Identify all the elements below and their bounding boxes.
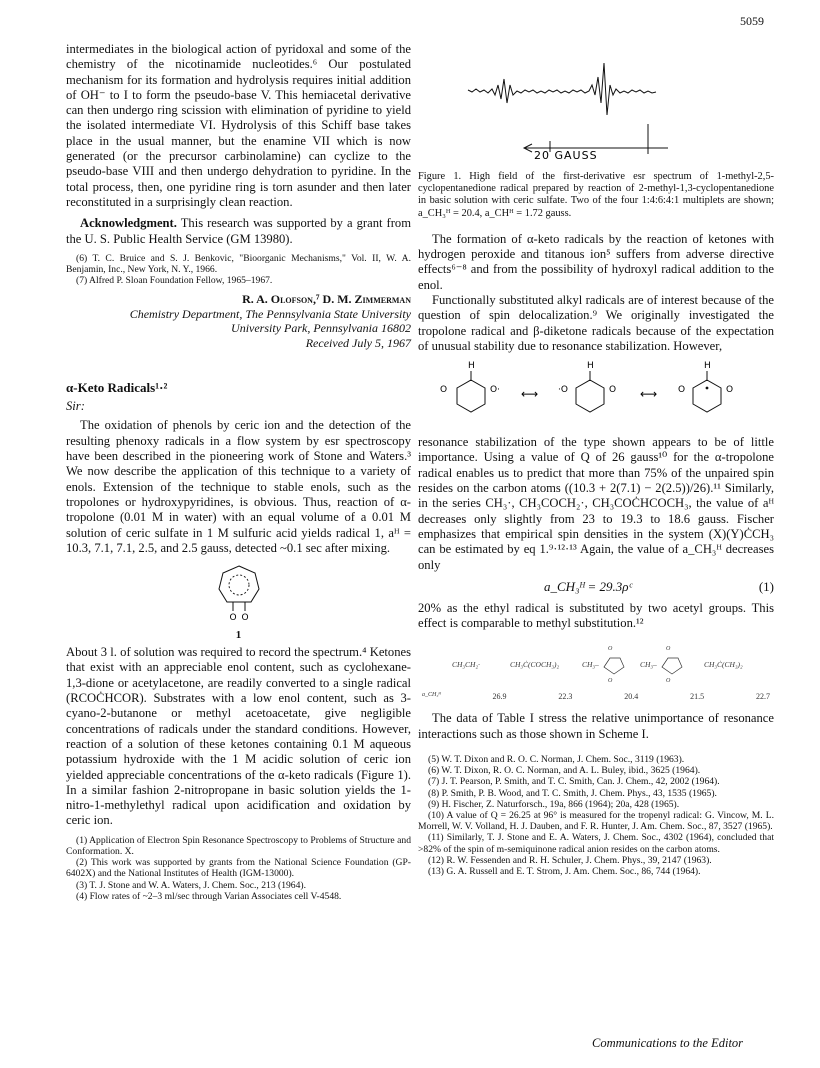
footnote-9: (9) H. Fischer, Z. Naturforsch., 19a, 866 (1964); 20a, 428 (1965). [428,798,680,810]
oxygen-label: O [240,613,249,624]
oxygen-radical-label: O· [490,385,500,396]
oxygen-radical-label: ·O [558,385,568,396]
paragraph-3: The formation of α-keto radicals by the reaction of ketones with hydrogen peroxide and titanous ion⁵ suffers from adverse directive effects⁶⁻⁸ and from the possibility of hydroxyl radical addition to the enol. [418,231,774,292]
resonance-arrow: ⟷ [521,387,539,402]
signature-names: R. A. Olofson,⁷ D. M. Zimmerman [242,292,411,307]
figure-caption: Figure 1. High field of the first-derivative esr spectrum of 1-methyl-2,5-cyclopentanedione radical prepared by reaction of 2-methyl-1,3-cyclopentanedione in basic solution with ceric sulfate. Two of the four 1:4:6:4:1 multiplets are shown; a_CH₃ᴴ = 20.4, a_CHᴴ = 1.72 gauss. [418,171,774,219]
page-number: 5059 [740,14,764,28]
table-header: CH₃CH₂· [452,660,480,670]
table-cell: 20.4 [624,692,639,702]
hydrogen-label: H [704,361,711,372]
paragraph-1: The oxidation of phenols by ceric ion and the detection of the resulting phenoxy radicals in a flow system by esr spectroscopy have been described in the pioneering work of Stone and Waters.³ We now describe the application of this technique to a variety of enols. Extension of the technique to stable enols, such as the tropolones or hydroxypyridines, is obvious. Thus, reaction of α-tropolone (0.01 M in water) with an equal volume of a 0.01 M solution of ceric sulfate in 1 M sulfuric acid yields radical 1, aᴴ = 10.3, 7.1, 7.1, 2.5, and 2.5 gauss, detected ~0.1 sec after mixing. [66,418,411,555]
oxygen-label: O [666,646,671,653]
table-header: CH₃Ċ(CH₃)₂ [704,660,743,670]
cyclopentanedione-ring-2 [662,658,682,674]
left-column [66,42,411,902]
table-row [418,692,774,701]
paragraph-7: The data of Table I stress the relative unimportance of resonance interactions such as those shown in Scheme I. [418,711,774,741]
footnote-6-right: (6) W. T. Dixon, R. O. C. Norman, and A. L. Buley, ibid., 3625 (1964). [428,765,701,777]
ack-label: Acknowledgment. [80,216,177,231]
esr-spectrum-figure [418,42,774,160]
table-header: CH₃– [640,660,657,670]
oxygen-label: O [666,678,671,684]
footnote-7: (7) Alfred P. Sloan Foundation Fellow, 1965–1967. [76,275,273,287]
footnote-8: (8) P. Smith, P. B. Wood, and T. C. Smith, J. Chem. Phys., 43, 1535 (1965). [428,787,717,799]
equation-body: a_CH₃ᴴ = 29.3ρᶜ [544,578,632,594]
footnote-10: (10) A value of Q = 26.25 at 96° is measured for the tropenyl radical: G. Vincow, M. L. Morrell, W. V. Volland, H. J. Dauben, and F. R. Hunter, J. Am. Chem. Soc., 87, 3527 (1965). [418,810,774,833]
compound-1-structure [66,562,411,641]
hydrogen-label: H [468,361,475,372]
continued-paragraph: intermediates in the biological action of pyridoxal and some of the chemistry of the nicotinamide nucleotides.⁶ Our postulated mechanism for its formation and hydrolysis requires initial addition of OH⁻ to I to form the pseudo-base V. This hemiacetal derivative can then undergo ring scission with elimination of pyridine to yield the isolated intermediate VI. Hydrolysis of this Schiff base takes place in the usual manner, but the enamine VII which is now generated (or the precursor carbinolamine) can cyclize to the pseudo-base VIII and then undergo dehydration to pyridine. In the total process, then, one pyridine ring is torn asunder and then later reconstituted in a surprisingly clean reaction. [66,42,411,209]
right-column [418,42,774,877]
hydrogen-label: H [587,361,594,372]
running-footer: Communications to the Editor [592,1036,744,1050]
oxygen-label: O [608,678,613,684]
table-row-label: a_CH₃ᴴ [422,692,441,699]
table-cell: 22.7 [755,692,770,702]
footnote-1: (1) Application of Electron Spin Resonance Spectroscopy to Problems of Structure and Conformation. X. [66,834,411,857]
equation-number: (1) [758,578,774,594]
signature-affiliation-2: University Park, Pennsylvania 16802 [231,321,411,336]
signature-affiliation-1: Chemistry Department, The Pennsylvania State University [129,306,411,321]
oxygen-label: O [678,385,686,396]
footnote-13: (13) G. A. Russell and E. T. Strom, J. Am. Chem. Soc., 86, 744 (1964). [428,866,701,878]
equation-1 [418,579,774,595]
acknowledgment [66,216,411,247]
footnote-2: (2) This work was supported by grants from the National Science Foundation (GP-6402X) and the National Institutes of Health (IGM-13000). [66,857,411,880]
table-1 [418,637,774,701]
table-header: CH₃Ċ(COCH₃)₂ [510,660,560,670]
esr-spectrum-trace [468,63,656,115]
table-cell: 22.3 [558,692,573,702]
cyclopentanedione-ring-1 [604,658,624,674]
oxygen-label: O [608,646,613,653]
salutation: Sir: [66,399,85,414]
table-structures [418,637,774,683]
footnote-12: (12) R. W. Fessenden and R. H. Schuler, J. Chem. Phys., 39, 2147 (1963). [428,854,712,866]
oxygen-label: O [726,385,734,396]
table-header: CH₃– [582,660,599,670]
paragraph-6: 20% as the ethyl radical is substituted by two acetyl groups. This effect is comparable to methyl substitution.¹² [418,600,774,631]
footnote-11: (11) Similarly, T. J. Stone and E. A. Waters, J. Chem. Soc., 4302 (1964), concluded that >82% of the spin of m-semiquinone radical anion resides on the carbon atoms. [418,832,774,855]
received-date: Received July 5, 1967 [305,335,411,350]
oxygen-label: O [228,613,237,624]
paragraph-2: About 3 l. of solution was required to record the spectrum.⁴ Ketones that exist with an appreciable enol content, such as cyclohexane-1,3-dione or acetylacetone, are readily converted to a single radical (RCOĊHCOR). Substrates with a low enol content, such as 3-cyano-2-butanone or methyl acetoacetate, give negligible concentrations of radicals under the standard conditions. However, reaction of a solution of these ketones containing 0.1 M aqueous potassium hydroxide with the 1 M acidic solution of ceric ion yielded appreciable concentrations of the α-keto radicals (Figure 1). In a similar fashion 2-nitropropane in basic solution yields the 1-nitro-1-methylethyl radical upon acidification and oxidation by ceric ion. [66,645,411,828]
paragraph-5: resonance stabilization of the type shown appears to be of little importance. Using a value of Q of 26 gauss¹⁰ for the α-tropolone radical enables us to predict that more than 75% of the unpaired spin resides on the carbon atoms ((10.3 + 2(7.1) − 2(2.5))/26).¹¹ Similarly, in the series CH₃·, CH₃COCH₂·, CH₃COĊHCOCH₃, the value of aᴴ decreases only slightly from 23 to 19.3 to 18.6 gauss. Fischer emphasizes that empirical spin densities in the system (X)(Y)ĊCH₃ can be estimated by eq 1.⁹·¹²·¹³ Again, the value of a_CH₃ᴴ decreases only [418,435,774,572]
compound-label: 1 [235,629,242,642]
oxygen-label: O [440,385,448,396]
oxygen-label: O [609,385,617,396]
footnote-7-right: (7) J. T. Pearson, P. Smith, and T. C. Smith, Can. J. Chem., 42, 2002 (1964). [428,776,720,788]
footnote-3: (3) T. J. Stone and W. A. Waters, J. Chem. Soc., 213 (1964). [76,879,306,891]
paragraph-4: Functionally substituted alkyl radicals are of interest because of the question of spin delocalization.⁹ We originally investigated the tropolone radical and β-diketone radicals because of the expectation of unusual stability due to resonance stabilization. However, [418,293,774,353]
footnote-6: (6) T. C. Bruice and S. J. Benkovic, "Bioorganic Mechanisms," Vol. II, W. A. Benjamin, Inc., New York, N. Y., 1966. [66,252,411,276]
resonance-arrow: ⟷ [640,387,658,402]
footnote-4: (4) Flow rates of ~2–3 ml/sec through Varian Associates cell V-4548. [76,890,342,902]
footnote-5: (5) W. T. Dixon and R. O. C. Norman, J. Chem. Soc., 3119 (1963). [428,754,685,766]
ack-text: This research was supported by a grant from the U. S. Public Health Service (GM 13980). [66,216,411,246]
section-title: α-Keto Radicals¹·² [66,380,168,396]
tropolone-radical-drawing [209,562,269,624]
resonance-structures [418,358,774,430]
esr-scale-label: 20 GAUSS [534,149,598,160]
table-cell: 21.5 [690,692,705,702]
table-cell: 26.9 [492,692,507,702]
